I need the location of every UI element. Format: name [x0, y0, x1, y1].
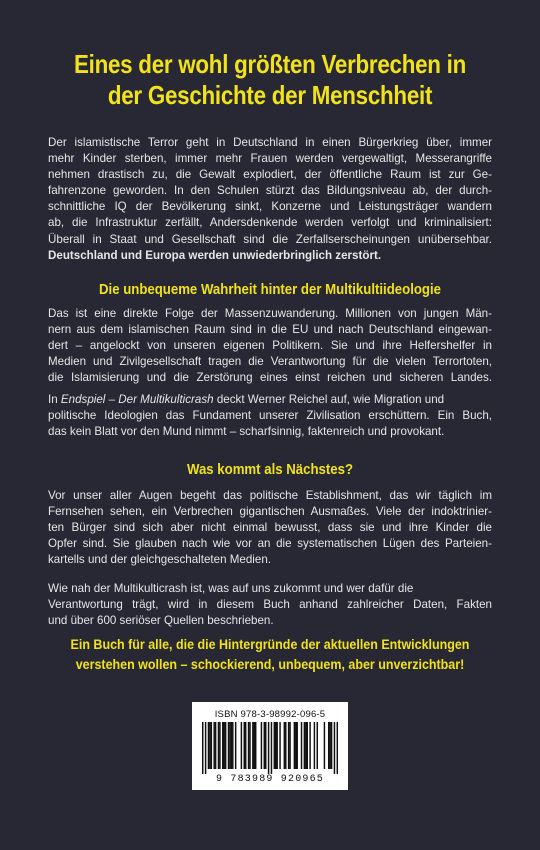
barcode-bar [305, 722, 306, 769]
book-title: Endspiel – Der Multikulticrash [60, 393, 214, 406]
barcode-bar [218, 722, 219, 769]
barcode-bar [334, 722, 335, 774]
barcode-bar [255, 722, 256, 769]
barcode-bar [248, 722, 249, 769]
text-line [48, 392, 492, 408]
paragraph-intro [48, 135, 492, 264]
text-line: mehr Kinder sterben, immer mehr Frauen werden vergewaltigt, Messerangriffe [48, 152, 492, 166]
barcode-bar [211, 722, 212, 769]
barcode-bar [301, 722, 302, 769]
barcode-bar [324, 722, 325, 769]
barcode-bar [245, 722, 246, 769]
barcode-bar [244, 722, 245, 769]
barcode-bar [329, 722, 330, 769]
text-line: Überall in Staat und Gesellschaft sind die Zerfallserscheinungen unübersehbar. [48, 232, 492, 246]
barcode-bar [241, 722, 242, 769]
headline-line: Eines der wohl größten Verbrechen in [73, 49, 467, 79]
paragraph-migration [48, 306, 492, 386]
text-line: Vor unser aller Augen begeht das politische Establishment, das wir täglich im [48, 489, 492, 502]
text-line: Wie nah der Multikulticrash ist, was auf uns zukommt und wer dafür die [48, 582, 414, 595]
text-line: fahrenzone geworden. In den Schulen stürzt das Bildungsniveau ab, der durch- [48, 184, 492, 198]
text-line: dert – angelockt von unseren eigenen Politikern. Sie und ihre Helfershelfer in [48, 339, 492, 353]
barcode-bar [294, 722, 295, 769]
barcode-bar [223, 722, 224, 769]
barcode-bar [249, 722, 250, 769]
barcode-bar [314, 722, 315, 769]
text-line: ab, die Infrastruktur zerfällt, Andersdenkende werden verfolgt und kriminalisiert: [48, 216, 492, 230]
barcode-bar [276, 722, 277, 769]
closing-statement [50, 635, 490, 675]
barcode-bar [264, 722, 265, 769]
barcode-bar [208, 722, 209, 769]
barcode-bar [231, 722, 232, 769]
paragraph-book [48, 392, 492, 440]
barcode-bars [202, 722, 338, 774]
text-line: und über 600 seriöser Quellen beschrieben. [48, 614, 274, 628]
barcode-bar [309, 722, 310, 769]
text-line: politische Ideologien das Fundament unserer Zivilisation erschüttern. Ein Buch, [48, 409, 492, 423]
barcode-bar [295, 722, 296, 769]
text-line: nehmen drastisch zu, die Gewalt explodiert, der öffentliche Raum ist zur Ge- [48, 168, 492, 182]
barcode-bar [235, 722, 236, 769]
subheading-next: Was kommt als Nächstes? [186, 461, 354, 478]
barcode-bar [229, 722, 230, 769]
text-line: kartells und der gleichgeschalteten Medien. [48, 553, 271, 567]
text-line: Der islamistische Terror geht in Deutschland in einen Bürgerkrieg über, immer [48, 136, 492, 149]
barcode-bar [209, 722, 210, 769]
text-line: schnittliche IQ der Bevölkerung sinkt, Konzerne und Leistungsträger wandern [48, 200, 492, 214]
text-fragment: In [48, 393, 61, 406]
barcode-bar [288, 722, 289, 769]
barcode-bar [268, 722, 269, 774]
barcode-bar [317, 722, 318, 769]
text-line: ten Bürger sind sich aber nicht einmal bewusst, dass sie und ihre Kinder die [48, 521, 492, 535]
barcode-bar [222, 722, 223, 769]
text-line: Das ist eine direkte Folge der Massenzuwanderung. Millionen von jungen Män- [48, 307, 492, 320]
text-line: Verantwortung trägt, wird in diesem Buch anhand zahlreicher Daten, Fakten [48, 598, 492, 612]
text-fragment: deckt Werner Reichel auf, wie Migration und [213, 393, 445, 406]
barcode-bar [213, 722, 214, 769]
barcode-bar [275, 722, 276, 769]
headline-line: der Geschichte der Menschheit [107, 80, 433, 110]
barcode-bar [205, 722, 206, 774]
barcode-bar [279, 722, 280, 769]
isbn-barcode [192, 702, 348, 790]
barcode-bar [271, 722, 272, 774]
barcode-bar [331, 722, 332, 769]
barcode-bar [307, 722, 308, 769]
barcode-digits: 9 783989 920965 [215, 774, 324, 785]
barcode-bar [232, 722, 233, 769]
barcode-bar [274, 722, 275, 769]
closing-line: verstehen wollen – schockierend, unbequem, aber unverzichtbar! [75, 657, 465, 673]
barcode-bar [337, 722, 338, 774]
text-line: Opfer sind. Sie glauben nach wie vor an die systematischen Lügen des Parteien- [48, 537, 492, 551]
barcode-bar [202, 722, 203, 774]
bold-statement: Deutschland und Europa werden unwiederbringlich zerstört. [48, 248, 382, 262]
isbn-label: ISBN 978-3-98992-096-5 [214, 709, 326, 720]
barcode-bar [219, 722, 220, 769]
text-line: das kein Blatt vor den Mund nimmt – scharfsinnig, faktenreich und provokant. [48, 425, 445, 439]
subheading-truth: Die unbequeme Wahrheit hinter der Multikultiideologie [98, 281, 441, 298]
paragraph-sources [48, 581, 492, 629]
barcode-bar [289, 722, 290, 769]
text-line: nern aus dem islamischen Raum sind in die EU und nach Deutschland eingewan- [48, 323, 492, 337]
paragraph-establishment [48, 488, 492, 568]
barcode-bar [228, 722, 229, 769]
barcode-bar [328, 722, 329, 769]
text-line: Fernsehen sehen, ein Verbrechen gigantischen Ausmaßes. Viele der indoktrinier- [48, 505, 492, 519]
closing-line: Ein Buch für alle, die die Hintergründe der aktuellen Entwicklungen [70, 637, 470, 653]
barcode-bar [261, 722, 262, 769]
barcode-bar [254, 722, 255, 769]
barcode-bar [285, 722, 286, 769]
headline [55, 49, 485, 111]
barcode-bar [296, 722, 297, 769]
barcode-bar [304, 722, 305, 769]
barcode-bar [252, 722, 253, 769]
barcode-bar [215, 722, 216, 769]
barcode-bar [225, 722, 226, 769]
text-line: die Islamisierung und die Zerstörung eines einst reichen und sicheren Landes. [48, 371, 492, 385]
barcode-bar [265, 722, 266, 769]
barcode-bar [284, 722, 285, 769]
text-line: Medien und Zivilgesellschaft tragen die Verantwortung für die vielen Terrortoten, [48, 355, 492, 369]
